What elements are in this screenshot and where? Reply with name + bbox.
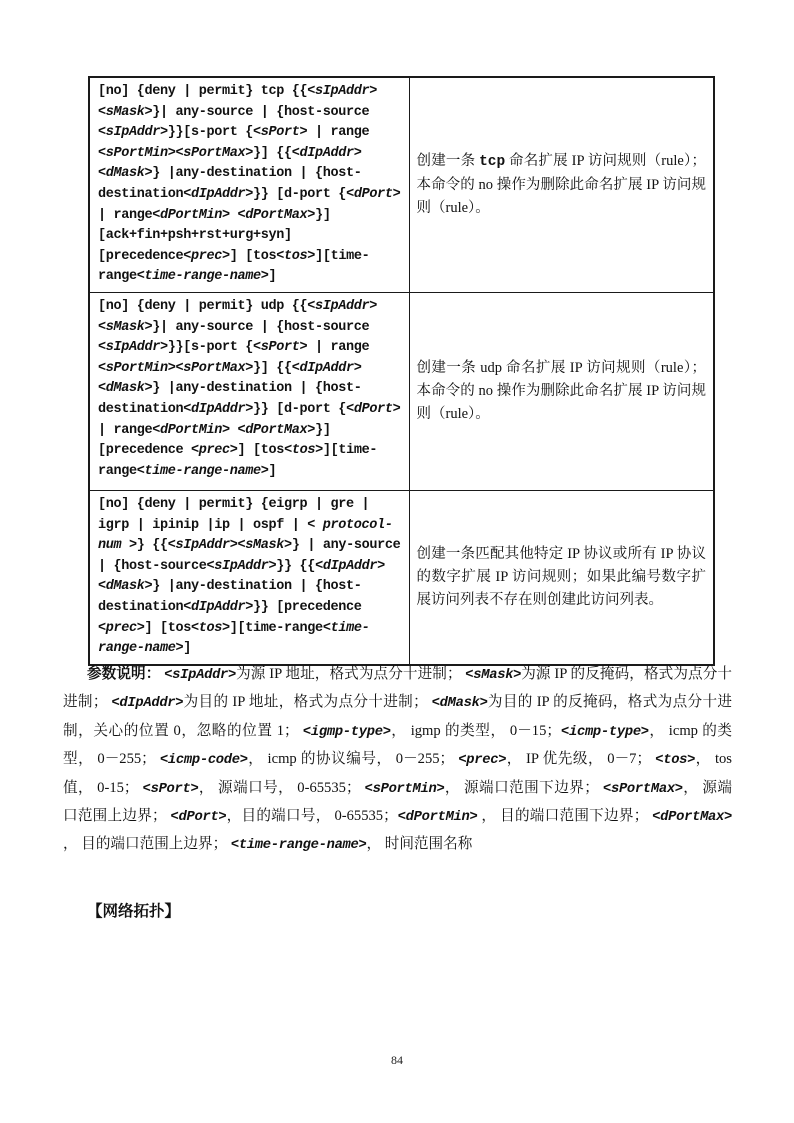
text-segment: | range [307,340,370,356]
text-segment: <sPortMin> [364,781,445,797]
table-row-udp [89,292,714,490]
text-segment: <dIpAddr> [315,558,385,574]
text-segment: <tos> [276,248,316,264]
text-segment: 为目的 IP 地址，格式为点分十进制； [183,694,432,711]
text-segment: <icmp-type> [561,724,649,740]
text-segment: [no] {deny | permit} udp {{ [98,298,308,314]
text-segment: tcp [479,153,506,170]
text-segment: ， 源端口号， 0-65535； [198,779,365,796]
text-segment: >} {{ [121,538,168,554]
command-syntax-cell-other-protocols [89,490,409,664]
text-segment: protocol-num [98,517,393,554]
text-segment: }] [precedence [98,422,331,459]
text-segment: <prec> [98,620,145,636]
text-segment: <sPortMax> [602,781,683,797]
text-segment: ，目的端口号， 0-65535； [226,808,398,825]
text-segment: <dPort> [346,401,401,417]
text-segment: <sPortMin> [98,145,176,161]
text-segment: <sPortMin> [98,360,176,376]
text-segment: <tos> [655,753,696,769]
text-segment: <sMask> [237,538,292,554]
text-segment: <dIpAddr> [183,401,254,417]
text-segment: 创建一条 udp 命名扩展 IP 访问规则（rule）；本命令的 no 操作为删除此命名扩展 IP 访问规则（rule）。 [416,359,706,422]
text-segment: }} {{ [276,558,316,574]
text-segment: <prec> [183,248,230,264]
text-segment: <sIpAddr> [164,668,237,683]
text-segment: <prec> [191,443,238,459]
text-segment: <sIpAddr> [98,340,168,356]
text-segment: }| any-source | {host-source [152,104,370,120]
text-segment: ， 目的端口范围上边界； [63,836,231,853]
text-segment: <icmp-code> [159,753,248,769]
text-segment: <sMask> [465,668,522,683]
text-segment: <dMask> [98,579,153,595]
text-segment: }][ack+fin+psh+rst+urg+syn] [precedence [98,207,331,264]
text-segment: <time-range-name> [136,269,269,285]
text-segment: <dPortMin> [397,810,478,826]
text-segment: <dPortMin> [152,422,230,438]
text-segment: ， IP 优先级， 0－7； [506,751,656,768]
text-segment: ， 时间范围名称 [366,836,473,853]
text-segment: [no] {deny | permit} {eigrp | gre | igrp | ipinip |ip | ospf | < [98,496,370,533]
text-segment: }] {{ [253,145,292,161]
text-segment: 为目的 IP 的反掩码，格式为点分十进制，关心的位置 0，忽略的位置 1； [63,694,732,739]
command-syntax-cell-tcp [89,77,409,292]
table-row-other-protocols [89,490,714,664]
text-segment: <time-range-name> [136,463,269,479]
text-segment: | range [98,422,153,438]
page-number: 84 [391,1053,403,1067]
text-segment: <sPort> [142,781,199,797]
text-segment: ， igmp 的类型， 0－15； [390,722,561,739]
text-segment: ， 源端口范围下边界； [444,779,603,796]
text-segment: <sPortMax> [175,145,254,161]
text-segment: ] [tos [144,620,192,636]
text-segment: <sIpAddr> [307,84,378,99]
text-segment: <dPortMax> [237,422,316,438]
text-segment: <dPort> [170,810,227,826]
text-segment: } | any-source | {host-source [98,538,401,574]
command-description-cell-tcp [409,77,714,292]
text-segment: | range [307,125,370,141]
text-segment: ][time-range [98,443,378,479]
text-segment: | range [98,207,153,223]
text-segment: <dPortMin> [152,207,230,223]
text-segment: <dIpAddr> [183,599,254,615]
text-segment: ][time-range [229,620,323,636]
command-description-cell-other-protocols [409,490,714,664]
text-segment: <sPort> [253,125,308,141]
text-segment: }| any-source | {host-source [152,319,370,335]
text-segment: <prec> [458,753,507,769]
text-segment: <dMask> [98,381,153,397]
text-segment: <time-range-name> [98,620,370,657]
text-segment: <igmp-type> [302,724,391,740]
text-segment: }} [d-port { [253,186,347,202]
text-segment: } |any-destination | {host-destination [98,579,362,615]
text-segment: } |any-destination | {host-destination [98,381,362,417]
text-segment: 为源 IP 的反掩码，格式为点分十进制； [63,666,732,711]
text-segment: <sPortMax> [175,360,254,376]
text-segment: <sIpAddr> [98,125,168,141]
text-segment: ， tos 值， 0-15； [63,751,732,796]
text-segment: <sPort> [253,340,308,356]
text-segment: <dIpAddr> [291,360,362,376]
text-segment: ][time-range [98,248,370,285]
text-segment [230,208,238,223]
text-segment: ， 目的端口范围下边界； [477,808,653,825]
text-segment: <dIpAddr> [183,186,254,202]
text-segment: ] [183,641,192,657]
text-segment: ， icmp 的协议编号， 0－255； [247,751,459,768]
text-segment: <sIpAddr> [307,298,378,314]
text-segment: ， 源端口范围上边界； [63,779,732,825]
parameter-description-paragraph [63,661,732,860]
text-segment: ] [268,269,277,285]
text-segment: <sMask> [98,319,153,335]
text-segment: <sMask> [98,104,153,120]
text-segment: }}[s-port { [167,340,254,356]
command-reference-table [88,76,715,666]
text-segment: <dPortMax> [237,207,316,223]
command-syntax-cell-udp [89,292,409,490]
text-segment: 创建一条匹配其他特定 IP 协议或所有 IP 协议的数字扩展 IP 访问规则；如果此编号数字扩展访问列表不存在则创建此访问列表。 [416,545,706,608]
command-description-cell-udp [409,292,714,490]
text-segment: <time-range-name> [230,838,367,854]
text-segment: }] {{ [253,360,292,376]
text-segment: }} [precedence [253,599,362,615]
text-segment: <sIpAddr> [206,558,277,574]
text-segment: 参数说明： [87,666,161,682]
text-segment: <dPortMax> [652,810,732,826]
text-segment: <dIpAddr> [111,696,184,712]
text-segment: ] [tos [237,443,285,459]
text-segment: <dPort> [346,186,401,202]
section-heading-network-topology: 【网络拓扑】 [87,903,181,920]
text-segment: ] [tos [229,248,277,264]
text-segment: <dMask> [98,166,153,182]
text-segment: } |any-destination | {host-destination [98,166,362,202]
text-segment: 创建一条 [416,152,480,169]
text-segment: 为源 IP 地址，格式为点分十进制； [236,666,466,682]
text-segment: ] [268,463,277,479]
text-segment: <tos> [284,443,323,459]
text-segment: 命名扩展 IP 访问规则（rule）；本命令的 no 操作为删除此命名扩展 IP 访问规则（rule）。 [416,152,706,216]
text-segment: ， icmp 的类型， 0－255； [63,722,732,768]
text-segment: <dIpAddr> [291,145,362,161]
text-segment: }}[s-port { [167,125,254,141]
table-row-tcp [89,77,714,292]
text-segment: <sIpAddr> [167,538,238,554]
text-segment: <tos> [191,620,230,636]
text-segment: [no] {deny | permit} tcp {{ [98,84,308,99]
text-segment: <dMask> [431,696,488,712]
text-segment: }} [d-port { [253,401,347,417]
text-segment [230,423,238,438]
